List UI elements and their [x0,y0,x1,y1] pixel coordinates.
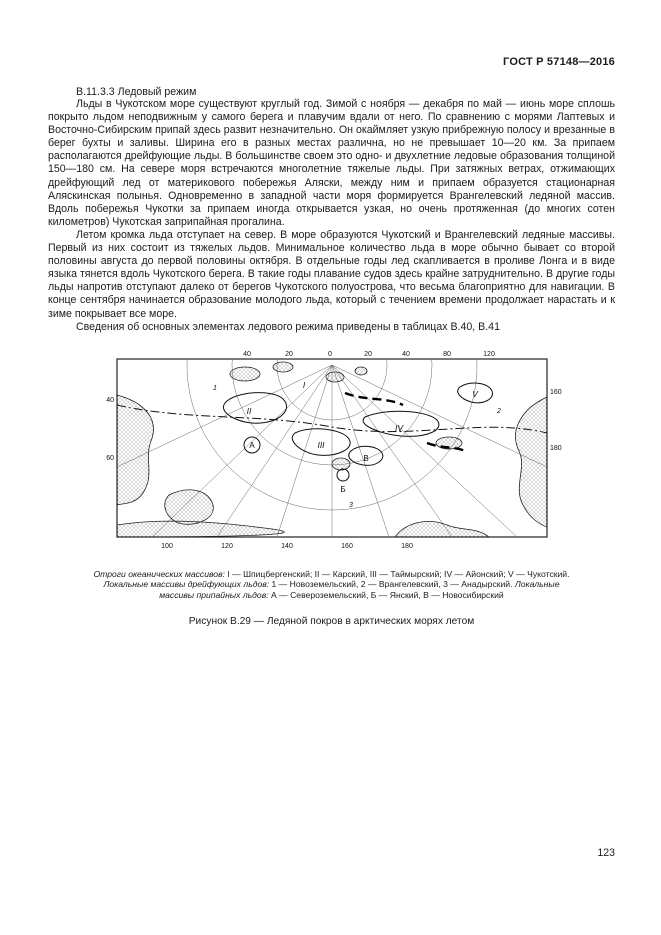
doc-number: ГОСТ Р 57148—2016 [503,56,615,68]
map-tick-bottom: 140 [280,542,293,550]
map-tick-bottom: 180 [400,542,413,550]
map-tick-right: 160 [549,388,562,396]
legend-heading-drifting: Локальные массивы дрейфующих льдов: [103,579,272,590]
legend-items-fast-ice: А — Североземельский, Б — Янский, В — Новосибирский [270,590,504,601]
map-tick-bottom: 120 [220,542,233,550]
figure-block [48,347,615,627]
legend-items-drifting: 1 — Новоземельский, 2 — Врангелевский, 3 — Анадырский. [271,579,515,590]
arctic-ice-map [97,347,567,559]
map-label-IV: IV [394,422,403,433]
map-label-I: I [302,379,305,390]
map-tick-top: 20 [363,350,372,358]
paragraph-tables-ref: Сведения об основных элементах ледового режима приведены в таблицах В.40, В.41 [76,320,500,333]
map-label-2: 2 [496,407,501,415]
map-tick-left: 60 [105,454,114,462]
body-text [48,98,615,334]
map-tick-top: 120 [482,350,495,358]
figure-caption: Рисунок В.29 — Ледяной покров в арктических морях летом [188,616,475,628]
legend-items-oceanic: I — Шпицбергенский; II — Карский, III — Таймырский; IV — Айонский; V — Чукотский. [227,568,570,579]
map-label-3: 3 [348,501,353,509]
page-number: 123 [597,847,615,859]
map-tick-top: 0 [327,350,332,358]
paragraph-ice-summer: Летом кромка льда отступает на север. В море образуются Чукотский и Врангелевский ледяные массивы. Первый из них состоит из тяжелых льдов. Минимальное количество льда в море обычно бывает со второй половины августа до первой половины октября. В отдельные годы лед скапливается в проливе Лонга и в виде языка тянется вдоль Чукотского берега. В такие годы плавание судов здесь крайне затруднительно. В другие годы льды напротив отступают далеко от берегов Чукотского полуострова, что весьма благоприятно для навигации. В конце сентября начинается образование молодого льда, который с течением времени продолжает нарастать и к зиме покрывает все море. [48,228,615,320]
map-label-II: II [246,405,251,416]
section-heading: В.11.3.3 Ледовый режим [76,86,197,98]
map-label-A: А [248,440,255,450]
map-label-1: 1 [212,384,217,392]
map-label-Vb: В [362,453,369,463]
map-label-V: V [471,388,478,399]
map-tick-top: 80 [442,350,451,358]
paragraph-ice-winter: Льды в Чукотском море существуют круглый год. Зимой с ноября — декабря по май — июнь море сплошь покрыто льдом неподвижным у самого берега и плавучим вдали от него. По сравнению с морями Лаптевых и Восточно-Сибирским припай здесь развит незначительно. Он окаймляет узкую прибрежную полосу и врезанные в берег бухты и заливы. Ширина его в разных местах различна, но не превышает 10—20 км. За припаем располагаются дрейфующие льды. В большинстве своем это одно- и двухлетние ледовые образования толщиной 150—180 см. На севере моря встречаются многолетние тяжелые льды. При затяжных ветрах, отжимающих дрейфующий лед от материкового побережья Аляски, между ним и припаем образуется стационарная Аляскинская полынья. Одновременно в западной части моря формируется Врангелевский ледяной массив. Вдоль побережья Чукотки за припаем иногда открывается узкая, но очень протяженная (до многих сотен километров) Чукотская заприпайная прогалина. [48,98,615,228]
map-tick-right: 180 [549,444,562,452]
map-tick-left: 40 [105,396,114,404]
map-tick-bottom: 160 [340,542,353,550]
map-label-B: Б [339,484,346,494]
map-tick-top: 40 [242,350,251,358]
map-tick-bottom: 100 [160,542,173,550]
map-label-III: III [316,439,325,450]
map-tick-top: 40 [401,350,410,358]
figure-legend [93,569,571,601]
map-tick-top: 20 [284,350,293,358]
legend-heading-fast-ice: Локальные массивы припайных льдов: [159,579,560,601]
legend-heading-oceanic: Отроги океанических массивов: [93,568,228,579]
